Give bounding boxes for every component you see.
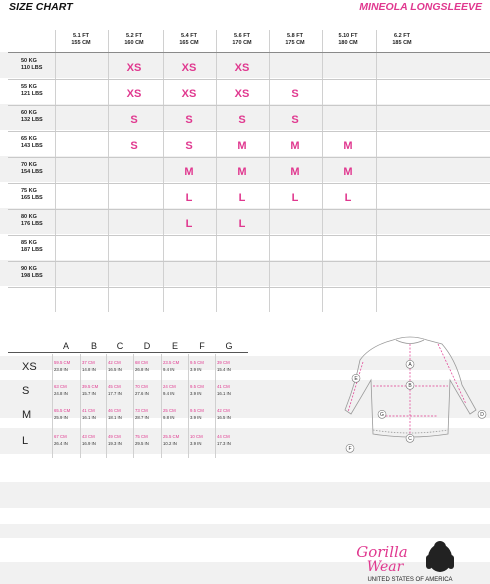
measure-in: 15.7 IN: [82, 390, 96, 396]
measure-cm: 42 CM: [108, 360, 121, 365]
longsleeve-diagram: [338, 330, 488, 458]
weight-label: [21, 162, 43, 176]
height-header: [108, 33, 160, 47]
measure-cell: [135, 434, 161, 447]
height-cm: 185 CM: [392, 40, 412, 46]
size-cell: M: [237, 166, 247, 178]
diagram-label: F: [348, 446, 352, 452]
measure-size-label: S: [22, 385, 30, 397]
size-cell: S: [185, 114, 193, 126]
height-cm: 165 CM: [179, 40, 199, 46]
measure-cm: 68 CM: [135, 360, 148, 365]
measure-in: 27.6 IN: [135, 390, 149, 396]
header-rule: [8, 52, 490, 53]
measure-cell: [217, 360, 243, 373]
measure-cm: 25 CM: [163, 408, 176, 413]
measure-cell: [190, 384, 216, 397]
measure-cm: 42 CM: [217, 408, 230, 413]
weight-kg: 70 KG: [21, 162, 37, 168]
weight-label: [21, 110, 43, 124]
row-rule: [8, 235, 490, 236]
weight-lbs: 176 LBS: [21, 221, 43, 227]
measure-cm: 46 CM: [108, 408, 121, 413]
size-cell: M: [343, 140, 353, 152]
measure-in: 3.9 IN: [190, 390, 202, 396]
height-cm: 175 CM: [285, 40, 305, 46]
size-cell: L: [185, 218, 193, 230]
measure-in: 19.3 IN: [108, 440, 122, 446]
measure-in: 25.9 IN: [54, 414, 68, 420]
measure-cell: [54, 408, 80, 421]
measure-cell: [82, 434, 108, 447]
height-cm: 180 CM: [338, 40, 358, 46]
height-header: [216, 33, 268, 47]
height-ft: 5.10 FT: [338, 33, 358, 39]
measure-in: 3.9 IN: [190, 440, 202, 446]
measure-in: 24.8 IN: [54, 390, 68, 396]
row-rule: [8, 261, 490, 262]
measure-header: C: [116, 341, 124, 351]
measure-cell: [82, 384, 108, 397]
measure-in: 10.2 IN: [163, 440, 177, 446]
stripe: [0, 482, 490, 508]
measure-cm: 73 CM: [135, 408, 148, 413]
measure-cell: [54, 360, 80, 373]
size-cell: M: [290, 166, 300, 178]
weight-lbs: 132 LBS: [21, 117, 43, 123]
measure-cm: 9.5 CM: [190, 408, 204, 413]
measure-cm: 10 CM: [190, 434, 203, 439]
size-cell: XS: [234, 62, 250, 74]
measure-cell: [135, 384, 161, 397]
row-rule: [8, 131, 490, 132]
row-rule: [8, 79, 490, 80]
weight-lbs: 187 LBS: [21, 247, 43, 253]
size-cell: L: [344, 192, 352, 204]
measure-cm: 39.5 CM: [82, 384, 99, 389]
size-cell: XS: [181, 88, 197, 100]
row-rule: [8, 287, 490, 288]
measure-cm: 9.5 CM: [190, 384, 204, 389]
measure-cell: [135, 408, 161, 421]
measure-column-divider: [161, 354, 162, 458]
measure-cell: [190, 360, 216, 373]
size-cell: L: [185, 192, 193, 204]
height-ft: 5.1 FT: [73, 33, 89, 39]
measure-cell: [54, 434, 80, 447]
size-cell: S: [291, 88, 299, 100]
height-ft: 5.4 FT: [181, 33, 197, 39]
measure-column-divider: [80, 354, 81, 458]
height-header: [322, 33, 374, 47]
weight-kg: 85 KG: [21, 240, 37, 246]
height-header: [163, 33, 215, 47]
measure-header: G: [225, 341, 233, 351]
measure-cell: [217, 434, 243, 447]
measure-cm: 65.5 CM: [54, 408, 71, 413]
weight-lbs: 121 LBS: [21, 91, 43, 97]
measure-cm: 70 CM: [135, 384, 148, 389]
measure-in: 23.8 IN: [54, 366, 68, 372]
size-cell: L: [238, 218, 246, 230]
measure-cm: 41 CM: [82, 408, 95, 413]
size-cell: M: [237, 140, 247, 152]
size-cell: L: [238, 192, 246, 204]
measure-cm: 67 CM: [54, 434, 67, 439]
gorilla-wear-logo: [340, 535, 485, 583]
product-name: MINEOLA LONGSLEEVE: [359, 1, 482, 13]
height-cm: 160 CM: [124, 40, 144, 46]
height-ft: 5.6 FT: [234, 33, 250, 39]
weight-kg: 80 KG: [21, 214, 37, 220]
size-cell: XS: [181, 62, 197, 74]
logo-tagline: UNITED STATES OF AMERICA: [367, 577, 453, 583]
weight-kg: 55 KG: [21, 84, 37, 90]
height-ft: 5.8 FT: [287, 33, 303, 39]
measure-cm: 45 CM: [108, 384, 121, 389]
measure-in: 17.3 IN: [217, 440, 231, 446]
size-cell: S: [291, 114, 299, 126]
measure-cell: [108, 360, 134, 373]
weight-lbs: 198 LBS: [21, 273, 43, 279]
measure-in: 16.5 IN: [108, 366, 122, 372]
measure-header: F: [199, 341, 205, 351]
measure-header: D: [143, 341, 151, 351]
height-header: [269, 33, 321, 47]
diagram-label: G: [380, 412, 384, 418]
measure-in: 3.9 IN: [190, 414, 202, 420]
measure-cell: [108, 384, 134, 397]
measure-cell: [82, 360, 108, 373]
height-cm: 170 CM: [232, 40, 252, 46]
row-rule: [8, 209, 490, 210]
measure-cell: [54, 384, 80, 397]
size-cell: XS: [126, 88, 142, 100]
measure-cell: [163, 360, 189, 373]
measure-cell: [108, 434, 134, 447]
measure-cm: 41 CM: [217, 384, 230, 389]
measure-cm: 75 CM: [135, 434, 148, 439]
measure-cell: [217, 384, 243, 397]
measure-cm: 23.5 CM: [163, 360, 180, 365]
weight-kg: 65 KG: [21, 136, 37, 142]
size-cell: XS: [126, 62, 142, 74]
measure-cell: [190, 434, 216, 447]
measure-cm: 49 CM: [108, 434, 121, 439]
measure-cm: 24 CM: [163, 384, 176, 389]
measure-in: 29.5 IN: [135, 440, 149, 446]
measure-in: 16.1 IN: [217, 390, 231, 396]
measure-cell: [217, 408, 243, 421]
measure-size-label: L: [22, 435, 29, 447]
weight-label: [21, 188, 43, 202]
measure-cm: 39 CM: [217, 360, 230, 365]
measure-cm: 63 CM: [54, 384, 67, 389]
height-ft: 5.2 FT: [126, 33, 142, 39]
measure-cm: 25.5 CM: [163, 434, 180, 439]
size-cell: XS: [234, 88, 250, 100]
weight-lbs: 154 LBS: [21, 169, 43, 175]
measure-in: 3.9 IN: [190, 366, 202, 372]
measure-size-label: M: [22, 409, 32, 421]
measure-in: 18.1 IN: [108, 414, 122, 420]
measure-cell: [163, 434, 189, 447]
measure-in: 9.8 IN: [163, 414, 175, 420]
measure-cm: 9.5 CM: [190, 360, 204, 365]
page-title: SIZE CHART: [9, 1, 73, 13]
stripe: [0, 260, 490, 286]
weight-kg: 50 KG: [21, 58, 37, 64]
column-divider: [376, 30, 377, 312]
measure-cell: [82, 408, 108, 421]
row-rule: [8, 105, 490, 106]
measure-in: 9.4 IN: [163, 366, 175, 372]
row-rule: [8, 157, 490, 158]
measure-header: A: [62, 341, 69, 351]
measure-in: 9.4 IN: [163, 390, 175, 396]
measure-header: E: [171, 341, 178, 351]
height-cm: 155 CM: [71, 40, 91, 46]
diagram-label: E: [354, 376, 358, 382]
size-cell: S: [130, 114, 138, 126]
weight-label: [21, 58, 42, 72]
measure-in: 28.7 IN: [135, 414, 149, 420]
measure-in: 16.5 IN: [217, 414, 231, 420]
weight-label: [21, 84, 43, 98]
height-ft: 6.2 FT: [394, 33, 410, 39]
diagram-label: D: [480, 412, 484, 418]
diagram-label: C: [408, 436, 412, 442]
weight-label: [21, 136, 43, 150]
measure-in: 17.7 IN: [108, 390, 122, 396]
row-rule: [8, 183, 490, 184]
size-cell: S: [185, 140, 193, 152]
height-header: [55, 33, 107, 47]
measure-in: 26.4 IN: [54, 440, 68, 446]
size-cell: S: [130, 140, 138, 152]
weight-lbs: 110 LBS: [21, 65, 43, 71]
measure-cell: [163, 408, 189, 421]
measure-size-label: XS: [22, 361, 37, 373]
measure-cm: 37 CM: [82, 360, 95, 365]
height-header: [376, 33, 428, 47]
weight-label: [21, 266, 43, 280]
diagram-label: A: [408, 362, 412, 368]
measure-header: B: [90, 341, 97, 351]
size-cell: M: [184, 166, 194, 178]
measure-in: 16.9 IN: [82, 440, 96, 446]
weight-kg: 90 KG: [21, 266, 37, 272]
column-divider: [55, 30, 56, 312]
measure-cell: [108, 408, 134, 421]
measure-cell: [135, 360, 161, 373]
measure-cm: 59.5 CM: [54, 360, 71, 365]
weight-kg: 60 KG: [21, 110, 37, 116]
measure-cm: 44 CM: [217, 434, 230, 439]
weight-label: [21, 214, 43, 228]
measure-in: 15.4 IN: [217, 366, 231, 372]
size-cell: S: [238, 114, 246, 126]
measure-cell: [163, 384, 189, 397]
diagram-label: B: [408, 383, 412, 389]
measure-in: 16.1 IN: [82, 414, 96, 420]
size-cell: M: [343, 166, 353, 178]
gorilla-icon: [426, 541, 454, 572]
measure-cell: [190, 408, 216, 421]
measure-header-rule: [8, 352, 248, 353]
size-cell: L: [291, 192, 299, 204]
measure-in: 14.8 IN: [82, 366, 96, 372]
weight-kg: 75 KG: [21, 188, 37, 194]
size-cell: M: [290, 140, 300, 152]
weight-label: [21, 240, 43, 254]
measure-cm: 43 CM: [82, 434, 95, 439]
measure-column-divider: [52, 354, 53, 458]
weight-lbs: 165 LBS: [21, 195, 43, 201]
logo-brand-word-2: Wear: [366, 559, 404, 575]
weight-lbs: 143 LBS: [21, 143, 43, 149]
logo-brand-word-1: Gorilla: [356, 543, 408, 561]
measure-in: 26.8 IN: [135, 366, 149, 372]
